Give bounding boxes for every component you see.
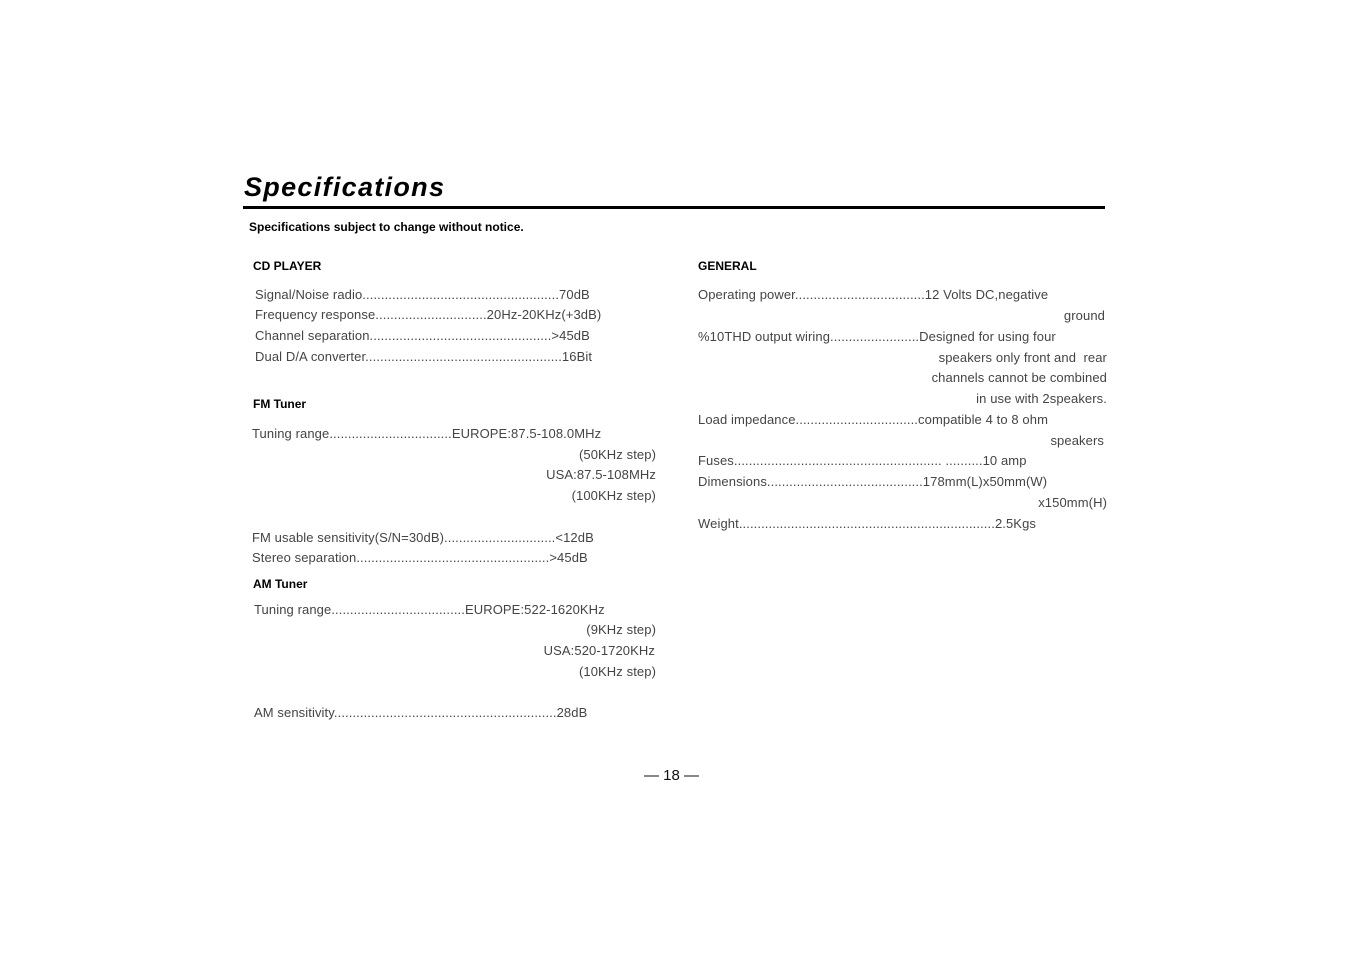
general-operating-power: Operating power...................................12 Volts DC,negative (698, 287, 1049, 302)
general-output-wiring: %10THD output wiring........................Designed for using four (698, 329, 1056, 344)
cd-frequency-response: Frequency response..............................20Hz-20KHz(+3dB) (255, 307, 602, 322)
am-sensitivity: AM sensitivity............................................................28dB (254, 705, 588, 720)
page-number: — 18 — (644, 767, 700, 784)
am-tuning-usa: USA:520-1720KHz (543, 643, 655, 658)
cd-da-converter: Dual D/A converter.....................................................16Bit (255, 349, 593, 364)
am-tuner-heading: AM Tuner (253, 577, 308, 591)
change-notice: Specifications subject to change without notice. (249, 220, 524, 234)
fm-tuning-usa: USA:87.5-108MHz (546, 467, 656, 482)
fm-tuner-heading: FM Tuner (253, 397, 307, 411)
cd-signal-noise: Signal/Noise radio.....................................................70dB (255, 287, 590, 302)
am-tuning-step-europe: (9KHz step) (586, 622, 656, 637)
fm-usable-sensitivity: FM usable sensitivity(S/N=30dB)..............................<12dB (252, 530, 594, 545)
general-fuses: Fuses........................................................ ..........10 amp (698, 453, 1027, 468)
am-tuning-range: Tuning range....................................EUROPE:522-1620KHz (254, 602, 605, 617)
general-output-wiring-cont-2: channels cannot be combined (931, 370, 1107, 385)
general-weight: Weight.....................................................................2.5Kgs (698, 516, 1037, 531)
general-dimensions: Dimensions..........................................178mm(L)x50mm(W) (698, 474, 1048, 489)
cd-player-heading: CD PLAYER (253, 259, 322, 273)
general-operating-power-cont: ground (1063, 308, 1105, 323)
fm-stereo-separation: Stereo separation....................................................>45dB (252, 550, 588, 565)
general-load-impedance-cont: speakers (1050, 433, 1104, 448)
page-title: Specifications (244, 172, 446, 202)
general-dimensions-cont: x150mm(H) (1038, 495, 1107, 510)
general-output-wiring-cont-1: speakers only front and rear (938, 350, 1107, 365)
general-output-wiring-cont-3: in use with 2speakers. (976, 391, 1107, 406)
cd-channel-separation: Channel separation.................................................>45dB (255, 328, 590, 343)
title-rule (243, 206, 1105, 209)
am-tuning-step-usa: (10KHz step) (578, 664, 656, 679)
general-heading: GENERAL (698, 259, 757, 273)
fm-tuning-range: Tuning range.................................EUROPE:87.5-108.0MHz (252, 426, 602, 441)
fm-tuning-step-usa: (100KHz step) (571, 488, 656, 503)
fm-tuning-step-europe: (50KHz step) (578, 447, 656, 462)
general-load-impedance: Load impedance.................................compatible 4 to 8 ohm (698, 412, 1049, 427)
